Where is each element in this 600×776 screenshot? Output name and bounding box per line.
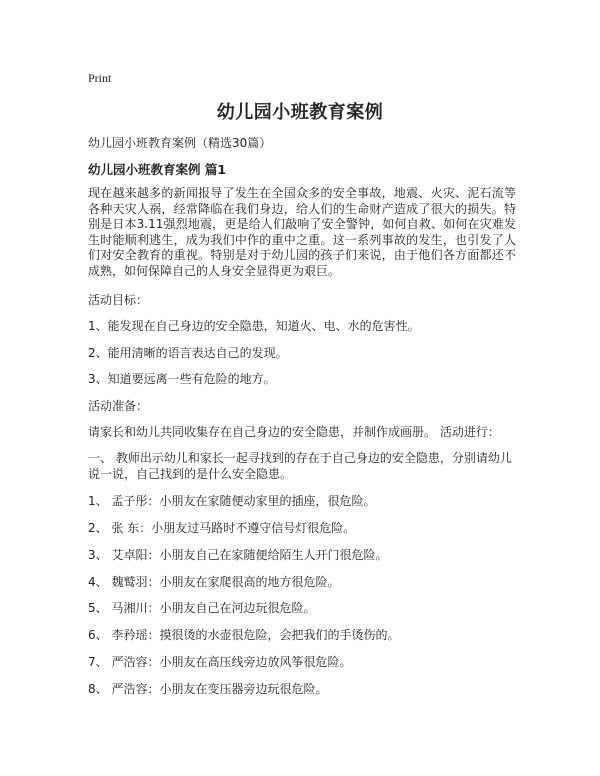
finding-item: 2、 张 东：小朋友过马路时不遵守信号灯很危险。 (88, 521, 356, 535)
goal-item: 3、知道要远离一些有危险的地方。 (88, 372, 276, 386)
document-subtitle: 幼儿园小班教育案例（精选30篇） (88, 136, 272, 150)
prep-text: 请家长和幼儿共同收集存在自己身边的安全隐患，并制作成画册。 活动进行： (88, 425, 500, 439)
finding-item: 7、 严浩容：小朋友在高压线旁边放风筝很危险。 (88, 655, 352, 669)
finding-item: 4、 魏鹫羽：小朋友在家爬很高的地方很危险。 (88, 575, 340, 589)
prep-label: 活动准备： (88, 399, 149, 413)
page-title: 幼儿园小班教育案例 (216, 102, 384, 123)
finding-item: 3、 艾卓阳：小朋友自己在家随便给陌生人开门很危险。 (88, 548, 388, 562)
finding-item: 5、 马湘川：小朋友自己在河边玩很危险。 (88, 601, 316, 615)
goal-item: 1、能发现在自己身边的安全隐患，知道火、电、水的危害性。 (88, 319, 420, 333)
goal-item: 2、能用清晰的语言表达自己的发现。 (88, 346, 288, 360)
finding-item: 8、 严浩容：小朋友在变压器旁边玩很危险。 (88, 682, 328, 696)
intro-paragraph: 现在越来越多的新闻报导了发生在全国众多的安全事故，地震、火灾、泥石流等各种天灾人祸，经常降临在我们身边，给人们的生命财产造成了很大的损失。特别是日本3.11强烈地震，更是给人们敲响了安全警钟，如何自救、如何在灾难发生时能顺利逃生，成为我们中作的重中之重。这一系列事故的发生，也引发了人们对安全教育的重视。特别是对于幼儿园的孩子们来说，由于他们各方面都还不成熟，如何保障自己的人身安全显得更为艰巨。 (88, 186, 516, 278)
finding-item: 6、 李矜瑶：摸很烫的水壶很危险，会把我们的手烫伤的。 (88, 628, 400, 642)
step-one-paragraph: 一、 教师出示幼儿和家长一起寻找到的存在于自己身边的安全隐患，分别请幼儿说一说，自己找到的是什么安全隐患。 (88, 451, 512, 481)
finding-item: 1、 孟子彤：小朋友在家随便动家里的插座，很危险。 (88, 494, 376, 508)
goals-label: 活动目标： (88, 293, 149, 307)
section-heading: 幼儿园小班教育案例 篇1 (88, 162, 227, 177)
print-link[interactable]: Print (88, 71, 112, 85)
